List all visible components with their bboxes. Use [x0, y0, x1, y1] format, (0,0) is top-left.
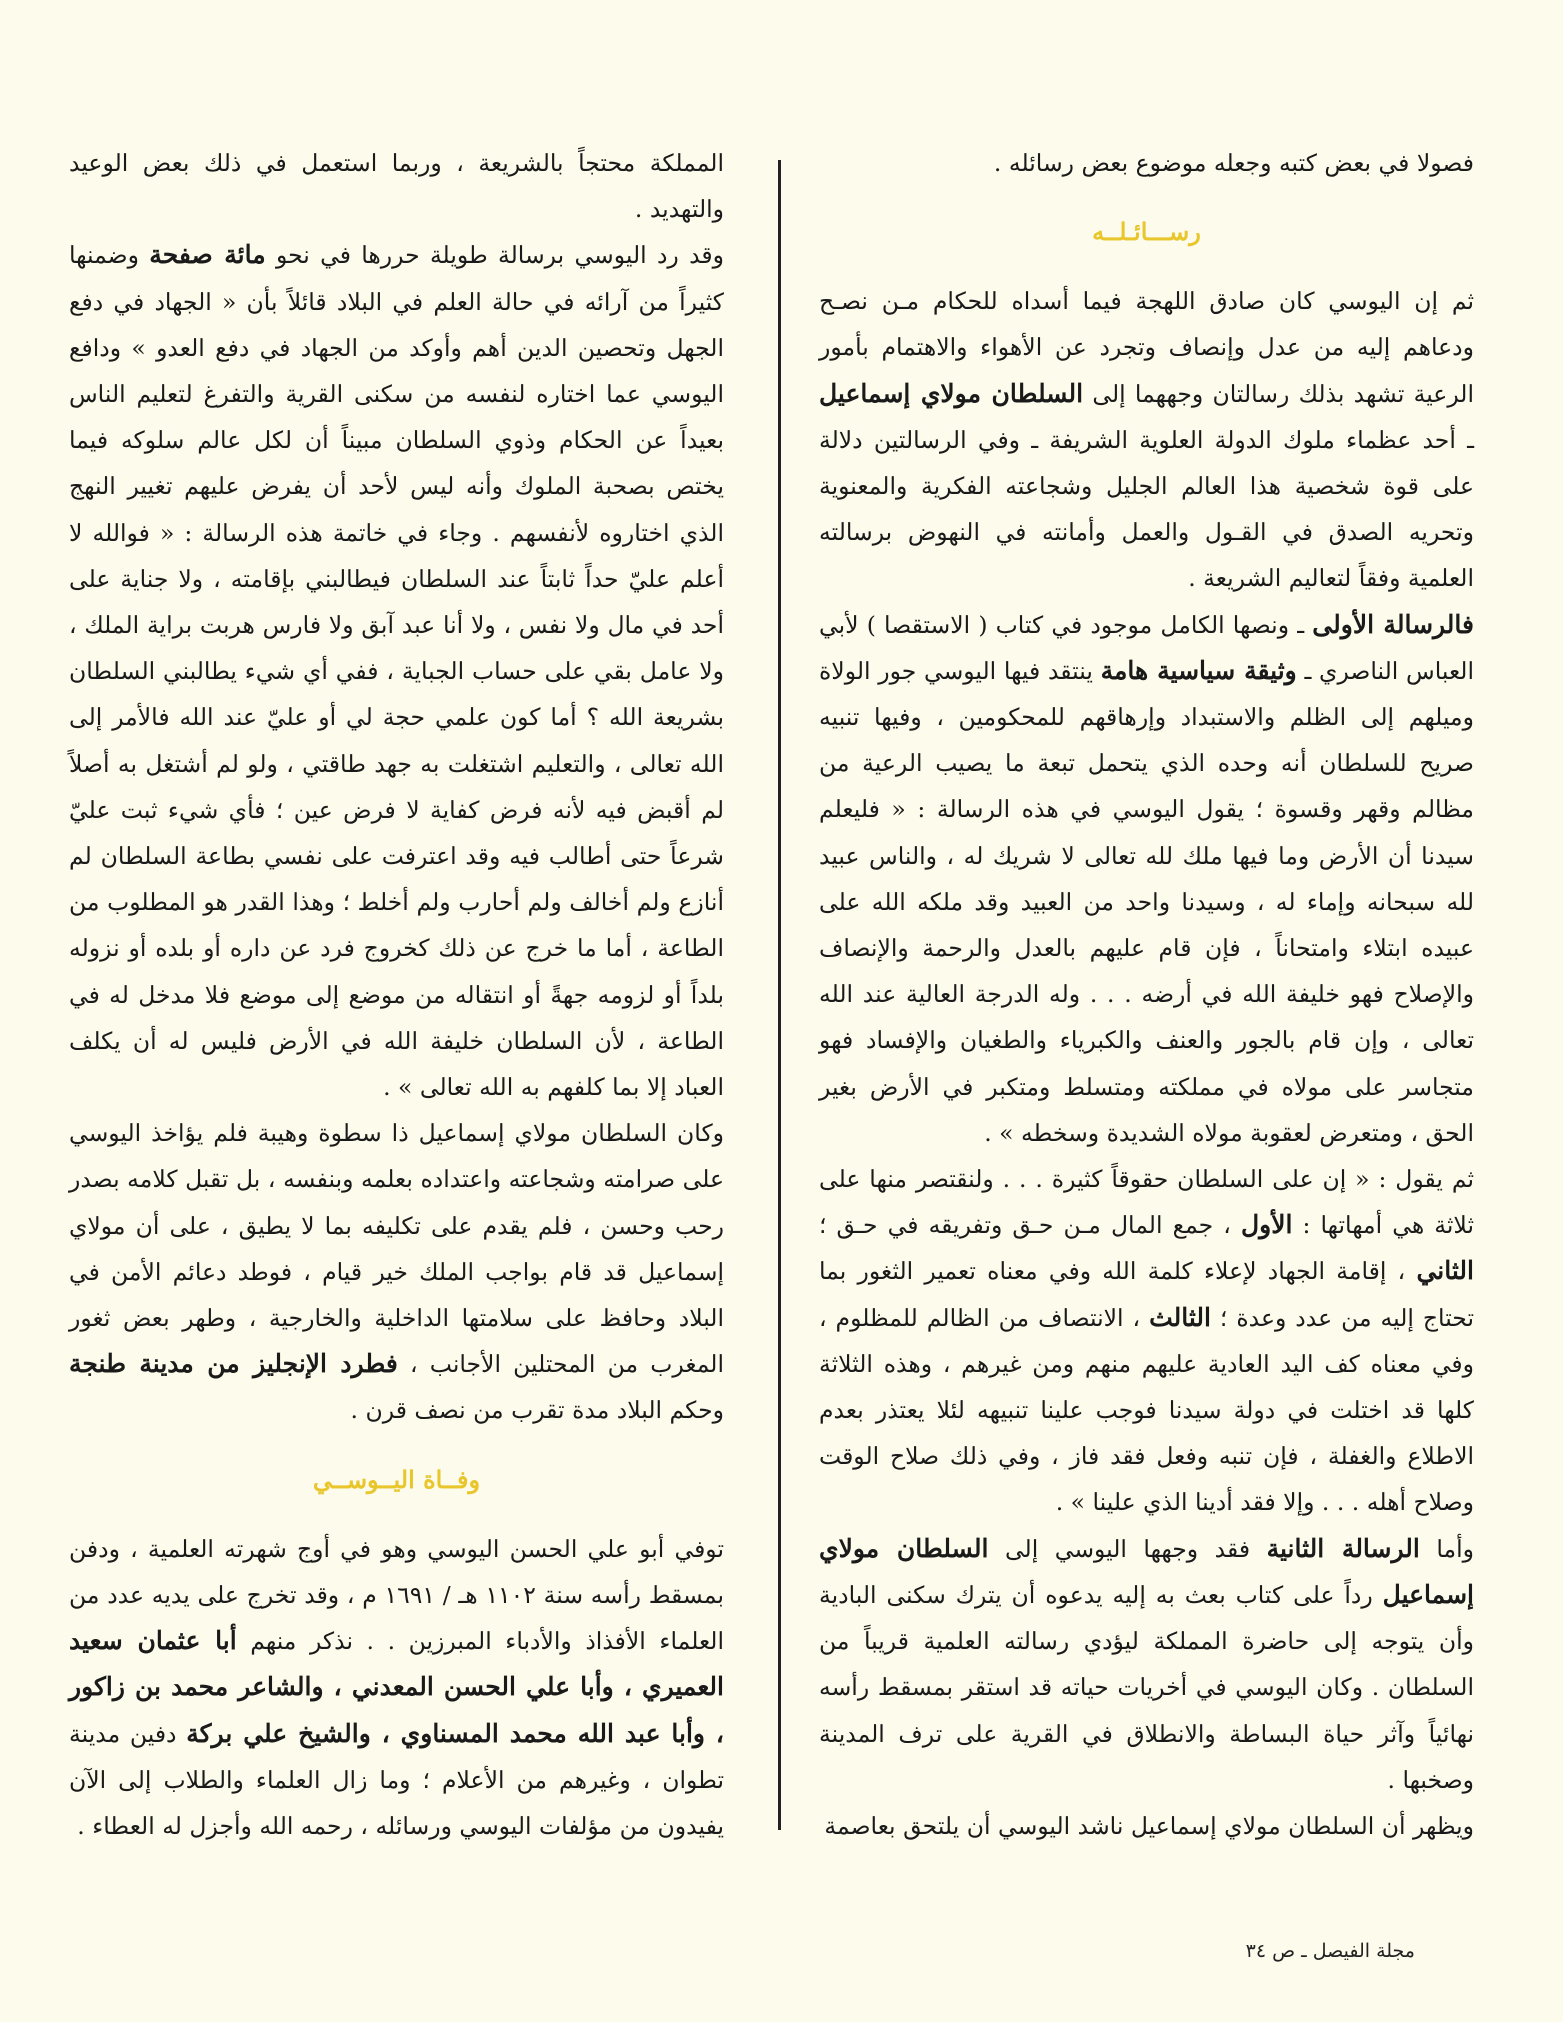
left-column: [69, 140, 724, 1849]
paragraph: ثم يقول : « إن على السلطان حقوقاً كثيرة . . . ولنقتصر منها على ثلاثة هي أمهاتها : الأول ، جمع المال مـن حـق وتفريقه في حـق ؛ الثاني ، إقامة الجهاد لإعلاء كلمة الله وفي معناه تعمير الثغور بما تحتاج إليه من عدد وعدة ؛ الثالث ، الانتصاف من الظالم للمظلوم ، وفي معناه كف اليد العادية عليهم منهم ومن غيرهم ، وهذه الثلاثة كلها قد اختلت في دولة سيدنا فوجب علينا تنبيهه لئلا يعتذر بعدم الاطلاع والغفلة ، فإن تنبه وفعل فقد فاز ، وفي ذلك صلاح الوقت وصلاح أهله . . . وإلا فقد أدينا الذي علينا » .: [819, 1165, 1474, 1517]
paragraph: ثم إن اليوسي كان صادق اللهجة فيما أسداه للحكام مـن نصـح ودعاهم إليه من عدل وإنصاف وتجرد عن الأهواء والاهتمام بأمور الرعية تشهد بذلك رسالتان وجههما إلى السلطان مولاي إسماعيل ـ أحد عظماء ملوك الدولة العلوية الشريفة ـ وفي الرسالتين دلالة على قوة شخصية هذا العالم الجليل وشجاعته الفكرية والمعنوية وتحريه الصدق في القـول والعمل وأمانته في النهوض برسالته العلمية وفقاً لتعاليم الشريعة .: [819, 287, 1474, 593]
paragraph: توفي أبو علي الحسن اليوسي وهو في أوج شهرته العلمية ، ودفن بمسقط رأسه سنة ١١٠٢ هـ / ١٦٩١ م ، وقد تخرج على يديه عدد من العلماء الأفذاذ والأدباء المبرزين . . نذكر منهم أبا عثمان سعيد العميري ، وأبا علي الحسن المعدني ، والشاعر محمد بن زاكور ، وأبا عبد الله محمد المسناوي ، والشيخ علي بركة دفين مدينة تطوان ، وغيرهم من الأعلام ؛ وما زال العلماء والطلاب إلى الآن يفيدون من مؤلفات اليوسي ورسائله ، رحمه الله وأجزل له العطاء .: [69, 1534, 724, 1840]
section-heading-death: وفــاة اليــوســي: [312, 1464, 481, 1494]
paragraph: المملكة محتجاً بالشريعة ، وربما استعمل في ذلك بعض الوعيد والتهديد .: [69, 149, 724, 224]
paragraph: وكان السلطان مولاي إسماعيل ذا سطوة وهيبة فلم يؤاخذ اليوسي على صرامته وشجاعته واعتداده بعلمه وبنفسه ، بل تقبل كلامه بصدر رحب وحسن ، فلم يقدم على تكليفه بما لا يطيق ، على أن مولاي إسماعيل قد قام بواجب الملك خير قيام ، فوطد دعائم الأمن في البلاد وحافظ على سلامتها الداخلية والخارجية ، وطهر بعض ثغور المغرب من المحتلين الأجانب ، فطرد الإنجليز من مدينة طنجة وحكم البلاد مدة تقرب من نصف قرن .: [69, 1119, 724, 1425]
bold-phrase: السلطان مولاي إسماعيل: [819, 378, 1084, 408]
bold-phrase: السلطان مولاي إسماعيل: [819, 1533, 1474, 1609]
bold-phrase: وثيقة سياسية هامة: [1100, 655, 1297, 685]
bold-phrase: فطرد الإنجليز من مدينة طنجة: [69, 1349, 398, 1379]
bold-phrase: الأول: [1240, 1210, 1293, 1240]
bold-phrase: أبا عثمان سعيد العميري ، وأبا علي الحسن المعدني ، والشاعر محمد بن زاكور ، وأبا عبد الله محمد المسناوي ، والشيخ علي بركة: [69, 1626, 724, 1748]
paragraph: ويظهر أن السلطان مولاي إسماعيل ناشد اليوسي أن يلتحق بعاصمة: [824, 1811, 1474, 1840]
paragraph: وقد رد اليوسي برسالة طويلة حررها في نحو مائة صفحة وضمنها كثيراً من آرائه في حالة العلم في البلاد قائلاً بأن « الجهاد في دفع الجهل وتحصين الدين أهم وأوكد من الجهاد في دفع العدو » ودافع اليوسي عما اختاره لنفسه من سكنى القرية والتفرغ لتعليم الناس بعيداً عن الحكام وذوي السلطان مبيناً أن لكل عالم سلوكه فيما يختص بصحبة الملوك وأنه ليس لأحد أن يفرض عليهم تغيير النهج الذي اختاروه لأنفسهم . وجاء في خاتمة هذه الرسالة : « فوالله لا أعلم عليّ حداً ثابتاً عند السلطان فيطالبني بإقامته ، ولا جناية على أحد في مال ولا نفس ، ولا أنا عبد آبق ولا فارس هربت براية الملك ، ولا عامل بقي على حساب الجباية ، ففي أي شيء يطالبني السلطان بشريعة الله ؟ أما كون علمي حجة لي أو عليّ عند الله فالأمر إلى الله تعالى ، والتعليم اشتغلت به جهد طاقتي ، ولو لم أشتغل به أصلاً لم أقبض فيه لأنه فرض كفاية لا فرض عين ؛ فأي شيء ثبت عليّ شرعاً حتى أطالب فيه وقد اعترفت على نفسي بطاعة السلطان لم أنازع ولم أخالف ولم أحارب ولم أخلط ؛ وهذا القدر هو المطلوب من الطاعة ، أما ما خرج عن ذلك كخروج فرد عن داره أو بلده أو نزوله بلداً أو لزومه جهةً أو انتقاله من موضع إلى موضع فلا مدخل له في الطاعة ، لأن السلطان خليفة الله في الأرض فليس له أن يكلف العباد إلا بما كلفهم به الله تعالى » .: [69, 240, 724, 1102]
bold-phrase: الثاني: [1416, 1256, 1474, 1286]
column-divider: [778, 160, 781, 1830]
paragraph: فالرسالة الأولى ـ ونصها الكامل موجود في كتاب ( الاستقصا ) لأبي العباس الناصري ـ وثيقة سياسية هامة ينتقد فيها اليوسي جور الولاة وميلهم إلى الظلم والاستبداد وإرهاقهم للمحكومين ، وفيها تنبيه صريح للسلطان أنه وحده الذي يتحمل تبعة ما يصيب الرعية من مظالم وقهر وقسوة ؛ يقول اليوسي في هذه الرسالة : « فليعلم سيدنا أن الأرض وما فيها ملك لله تعالى لا شريك له ، والناس عبيد لله سبحانه وإماء له ، وسيدنا واحد من العبيد وقد ملكه الله على عبيده ابتلاء وامتحاناً ، فإن قام عليهم بالعدل والرحمة والإنصاف والإصلاح فهو خليفة الله في أرضه . . . وله الدرجة العالية عند الله تعالى ، وإن قام بالجور والعنف والكبرياء والطغيان والإفساد فهو متجاسر على مولاه في مملكته ومتسلط ومتكبر في الأرض بغير الحق ، ومتعرض لعقوبة مولاه الشديدة وسخطه » .: [819, 609, 1474, 1147]
right-column: [819, 140, 1474, 1849]
paragraph: وأما الرسالة الثانية فقد وجهها اليوسي إلى السلطان مولاي إسماعيل رداً على كتاب بعث به إليه يدعوه أن يترك سكنى البادية وأن يتوجه إلى حاضرة المملكة ليؤدي رسالته العلمية قريباً من السلطان . وكان اليوسي في أخريات حياته قد استقر بمسقط رأسه نهائياً وآثر حياة البساطة والانطلاق في القرية على ترف المدينة وصخبها .: [819, 1533, 1474, 1794]
page-footer: مجلة الفيصل ـ ص ٣٤: [1245, 1940, 1415, 1962]
intro-line: فصولا في بعض كتبه وجعله موضوع بعض رسائله .: [993, 149, 1474, 177]
bold-phrase: مائة صفحة: [149, 240, 266, 270]
bold-phrase: الرسالة الثانية: [1266, 1533, 1420, 1563]
section-heading-letters: رســـائـلــه: [1092, 217, 1201, 247]
bold-phrase: الثالث: [1149, 1302, 1211, 1332]
bold-phrase: فالرسالة الأولى: [1312, 609, 1474, 639]
